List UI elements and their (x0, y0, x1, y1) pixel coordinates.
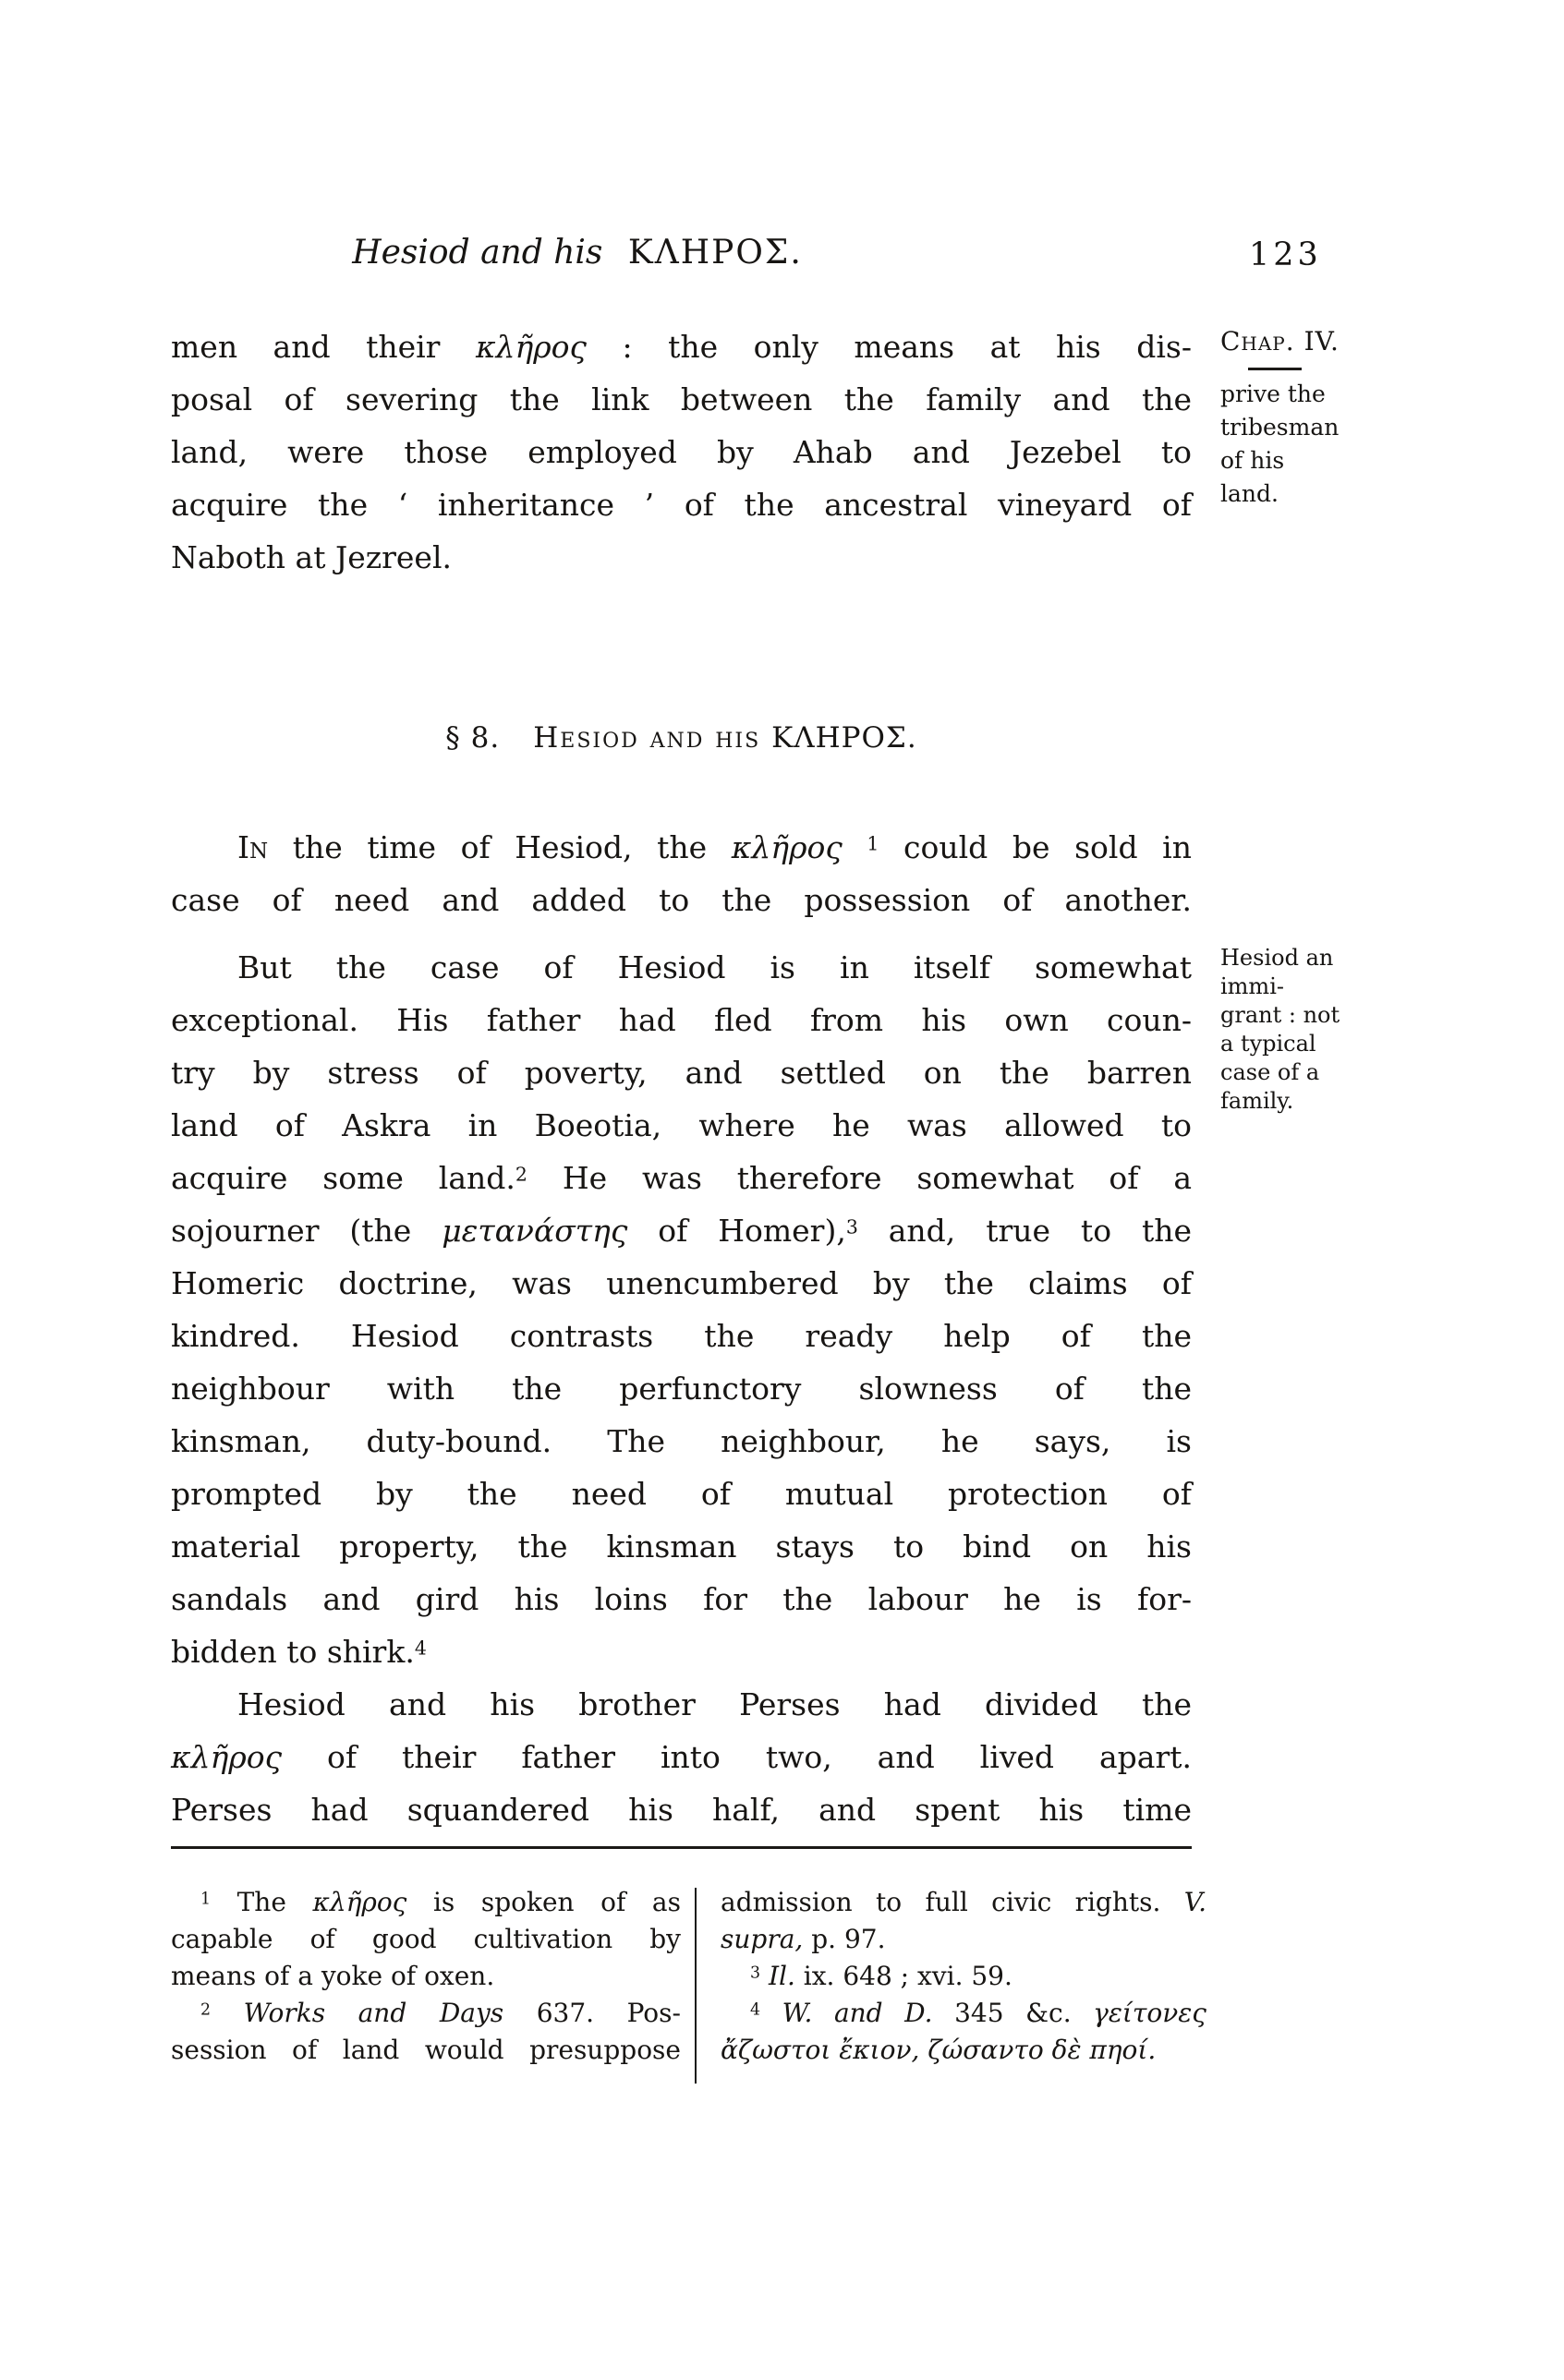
footnote-line: session of land would presuppose (171, 2035, 681, 2065)
footnote-line: admission to full civic rights. V. (721, 1887, 1206, 1917)
text-line: men and their κλῆρος : the only means at his dis- (171, 329, 1192, 365)
margin-note-immigrant (1220, 944, 1456, 1116)
margin-note-chapter (1220, 325, 1456, 511)
text-line: try by stress of poverty, and settled on the barren (171, 1055, 1192, 1091)
page-number: 123 (1249, 236, 1322, 273)
footnote-line: $^3$ Il. ix. 648 ; xvi. 59. (750, 1961, 1012, 1991)
text-line: Naboth at Jezreel. (171, 539, 452, 575)
text-line: prompted by the need of mutual protection of (171, 1476, 1192, 1512)
footnote-column-right (721, 1884, 1206, 2069)
footnote-line: ἄζωστοι ἔκιον, ζώσαντο δὲ πηοί. (721, 2035, 1157, 2065)
footnote-column-divider (695, 1888, 697, 2084)
margin-rule (1248, 368, 1302, 370)
text-line: land, were those employed by Ahab and Jezebel to (171, 434, 1192, 470)
section-title: Hesiod and his ΚΛΗΡΟΣ. (533, 721, 917, 755)
text-line: material property, the kinsman stays to bind on his (171, 1528, 1192, 1565)
text-line: acquire some land.$^2$ He was therefore somewhat of a (171, 1160, 1192, 1196)
header-title-italic: Hesiod and his (352, 234, 603, 272)
running-header (171, 234, 984, 272)
text-line: exceptional. His father had fled from his own coun- (171, 1002, 1192, 1038)
text-line: posal of severing the link between the family and the (171, 381, 1192, 417)
margin-note-line: family. (1220, 1088, 1294, 1114)
margin-note-line: tribesman (1220, 414, 1340, 441)
text-line: κλῆρος of their father into two, and lived apart. (171, 1739, 1192, 1775)
footnote-rule (171, 1846, 1192, 1849)
text-line: Homeric doctrine, was unencumbered by the claims of (171, 1265, 1192, 1301)
section-number: § 8. (445, 721, 501, 755)
text-line: But the case of Hesiod is in itself somewhat (237, 949, 1192, 985)
text-line: land of Askra in Boeotia, where he was allowed to (171, 1107, 1192, 1143)
text-line: acquire the ‘ inheritance ’ of the ancestral vineyard of (171, 487, 1192, 523)
text-line: kinsman, duty-bound. The neighbour, he says, is (171, 1423, 1192, 1459)
text-line: case of need and added to the possession of another. (171, 882, 1192, 918)
margin-note-line: Hesiod an (1220, 945, 1334, 971)
margin-note-line: of his (1220, 447, 1285, 474)
text-line: Hesiod and his brother Perses had divided the (237, 1686, 1192, 1722)
chapter-label: Chap. IV. (1220, 326, 1340, 356)
paragraph (171, 320, 1192, 584)
paragraph (171, 821, 1192, 926)
text-line: kindred. Hesiod contrasts the ready help of the (171, 1318, 1192, 1354)
margin-note-line: land. (1220, 480, 1279, 507)
margin-note-line: a typical (1220, 1031, 1316, 1057)
text-line: Perses had squandered his half, and spent his time (171, 1792, 1192, 1828)
text-line: bidden to shirk.$^4$ (171, 1634, 427, 1670)
footnote-line: supra, p. 97. (721, 1924, 886, 1954)
header-title-greek: ΚΛΗΡΟΣ. (627, 234, 803, 272)
text-line: neighbour with the perfunctory slowness of the (171, 1371, 1192, 1407)
margin-note-line: grant : not (1220, 1002, 1340, 1028)
footnote-line: capable of good cultivation by (171, 1924, 681, 1954)
margin-note-line: case of a (1220, 1059, 1320, 1085)
section-heading (171, 721, 1192, 755)
text-line: In the time of Hesiod, the κλῆρος $^1$ could be sold in (237, 829, 1192, 865)
paragraph (171, 941, 1192, 1678)
footnote-line: $^1$ The κλῆρος is spoken of as (200, 1887, 681, 1917)
margin-note-line: prive the (1220, 381, 1326, 407)
text-line: sandals and gird his loins for the labour he is for- (171, 1581, 1192, 1617)
footnote-line: means of a yoke of oxen. (171, 1961, 495, 1991)
footnote-line: $^4$ W. and D. 345 &c. γείτονες (750, 1998, 1206, 2028)
text-line: sojourner (the μετανάστης of Homer),$^3$ and, true to the (171, 1213, 1193, 1249)
footnote-line: $^2$ Works and Days 637. Pos- (200, 1998, 681, 2028)
paragraph (171, 1678, 1192, 1836)
margin-note-line: immi- (1220, 973, 1284, 999)
footnote-column-left (171, 1884, 681, 2069)
